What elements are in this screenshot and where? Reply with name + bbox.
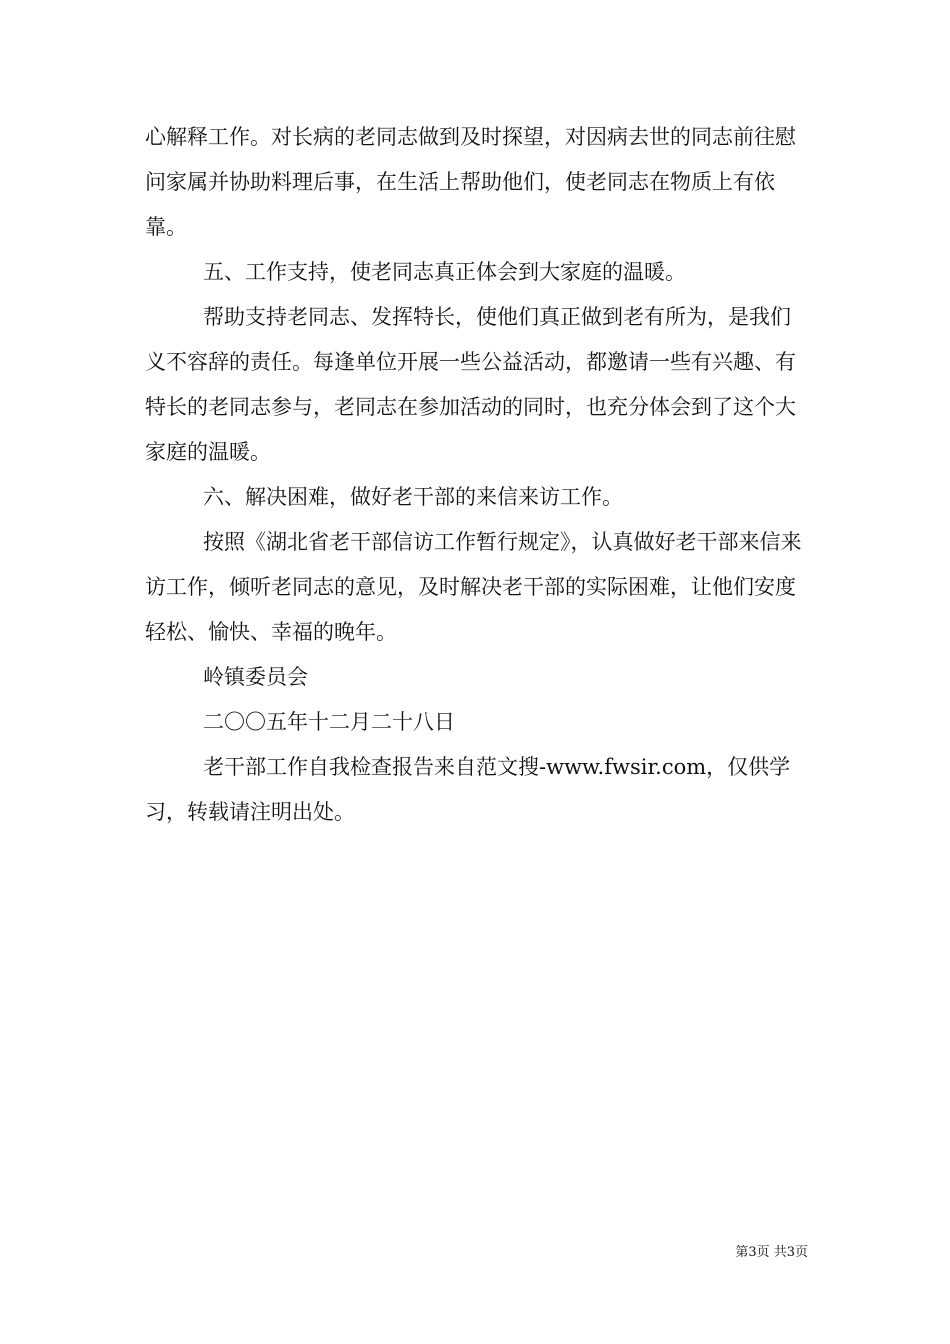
page-number: 第3页 共3页: [735, 1245, 808, 1260]
signature-date: 二〇〇五年十二月二十八日: [203, 710, 455, 734]
paragraph-letters-visits: 按照《湖北省老干部信访工作暂行规定》，认真做好老干部来信来访工作，倾听老同志的意见，及时解决老干部的实际困难，让他们安度轻松、愉快、幸福的晚年。: [145, 530, 802, 644]
paragraph-continuation: 心解释工作。对长病的老同志做到及时探望，对因病去世的同志前往慰问家属并协助料理后事，在生活上帮助他们，使老同志在物质上有依靠。: [145, 125, 796, 239]
document-body: [145, 115, 805, 835]
paragraph-support: 帮助支持老同志、发挥特长，使他们真正做到老有所为，是我们义不容辞的责任。每逢单位开展一些公益活动，都邀请一些有兴趣、有特长的老同志参与，老同志在参加活动的同时，也充分体会到了这个大家庭的温暖。: [145, 305, 796, 464]
source-note: 老干部工作自我检查报告来自范文搜-www.fwsir.com，仅供学习，转载请注明出处。: [145, 755, 791, 824]
section-heading-six: 六、解决困难，做好老干部的来信来访工作。: [203, 485, 623, 509]
section-heading-five: 五、工作支持，使老同志真正体会到大家庭的温暖。: [203, 260, 686, 284]
signature-committee: 岭镇委员会: [203, 665, 308, 689]
